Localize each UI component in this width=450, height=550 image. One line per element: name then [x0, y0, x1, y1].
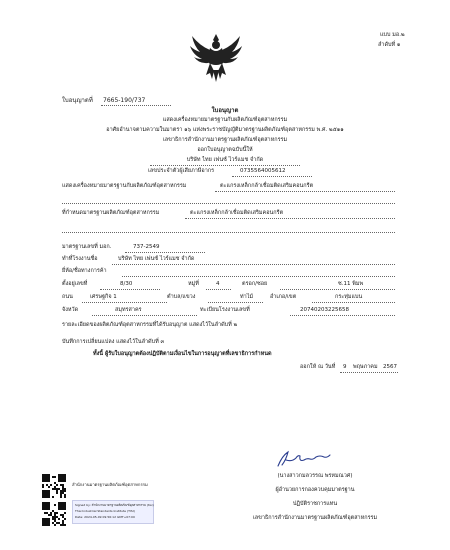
taxid-label: เลขประจำตัวผู้เสียภาษีอากร — [148, 168, 215, 174]
address-soi-value: ซ.11 พิมพ — [338, 281, 364, 287]
signer-position-1: ผู้อำนวยการกองควบคุมมาตรฐาน — [275, 487, 355, 493]
product-label: แสดงเครื่องหมายมาตรฐานกับผลิตภัณฑ์อุตสาหกรรม — [62, 183, 187, 189]
qr-module — [54, 524, 56, 526]
address-road-label: ถนน — [62, 294, 73, 300]
standard-name-value: ตะแกรงเหล็กกล้าเชื่อมติดเสริมคอนกรีต — [190, 210, 284, 216]
qr-module — [48, 480, 50, 482]
address-province-label: จังหวัด — [62, 307, 79, 313]
qr-module — [48, 496, 50, 498]
doc-issue: ออกใบอนุญาตฉบับนี้ให้ — [197, 147, 253, 153]
license-no-value: 7665-190/737 — [103, 97, 146, 104]
standard-name-label: ที่กำหนดมาตรฐานผลิตภัณฑ์อุตสาหกรรม — [62, 210, 160, 216]
digital-sig-line-2: Thai Industrial Standards Institute (TISI) — [75, 509, 135, 513]
issue-date-year: 2567 — [383, 364, 397, 370]
doc-issuer: เลขาธิการสำนักงานมาตรฐานผลิตภัณฑ์อุตสาหกรรม — [162, 137, 288, 143]
standard-no-value: 737-2549 — [133, 244, 160, 250]
signer-name: (นางสาวกมลวรรณ พรหมณวศ) — [277, 473, 353, 479]
issue-date-day: 9 — [343, 364, 347, 370]
qr-module — [48, 486, 50, 488]
note-conditions: ทั้งนี้ ผู้รับใบอนุญาตต้องปฏิบัติตามเงื่อนไขในการอนุญาตที่เลขาธิการกำหนด — [93, 351, 272, 357]
company-name: บริษัท ไทย เฟนซ์ ไวร์แมช จำกัด — [186, 157, 264, 163]
address-amphoe-value: กระทุ่มแบน — [335, 294, 363, 300]
qr-module — [64, 508, 66, 510]
factory-value: บริษัท ไทย เฟนซ์ ไวร์แมช จำกัด — [118, 256, 195, 262]
qr-module — [54, 504, 56, 506]
note-details: รายละเอียดของผลิตภัณฑ์อุตสาหกรรมที่ได้รับอนุญาต แสดงไว้ในลำดับที่ ๒ — [62, 322, 238, 328]
qr-module — [64, 518, 66, 520]
address-soi-label: ตรอก/ซอย — [242, 281, 268, 287]
qr-module — [64, 524, 66, 526]
address-no-label: ตั้งอยู่เลขที่ — [62, 281, 88, 287]
qr-module — [52, 496, 54, 498]
address-amphoe-label: อำเภอ/เขต — [270, 294, 297, 300]
qr-module — [54, 476, 56, 478]
address-tambon-value: ท่าไม้ — [240, 294, 254, 300]
digital-signature-box — [72, 500, 154, 524]
address-road-value: เศรษฐกิจ 1 — [90, 294, 117, 300]
factory-reg-label: ทะเบียนโรงงานเลขที่ — [200, 307, 250, 313]
signer-position-2: ปฏิบัติราชการแทน — [292, 501, 338, 507]
taxid-value: 0735564005612 — [240, 168, 286, 174]
digital-sig-line-1: Signed by: สำนักงานมาตรฐานผลิตภัณฑ์อุตสาหกรรม (tisi) — [75, 503, 154, 507]
qr-module — [64, 496, 66, 498]
doc-basis: อาศัยอำนาจตามความในมาตรา ๑๖ แห่งพระราชบัญญัติมาตรฐานผลิตภัณฑ์อุตสาหกรรม พ.ศ. ๒๕๑๑ — [106, 127, 344, 133]
qr-module — [64, 480, 66, 482]
address-no-value: 8/30 — [120, 281, 133, 287]
qr-module — [60, 496, 62, 498]
qr-module — [64, 512, 66, 514]
address-province-value: สมุทรสาคร — [115, 307, 142, 313]
qr-module — [58, 518, 60, 520]
doc-subtitle: แสดงเครื่องหมายมาตรฐานกับผลิตภัณฑ์อุตสาหกรรม — [162, 117, 288, 123]
signer-position-3: เลขาธิการสำนักงานมาตรฐานผลิตภัณฑ์อุตสาหกรรม — [252, 515, 378, 521]
qr-module — [50, 484, 52, 486]
qr-module — [64, 490, 66, 492]
digital-sig-line-3: Date: 2024-05-09 09:56:12 GMT+07:00 — [75, 515, 135, 519]
note-changes: บันทึกการเปลี่ยนแปลง แสดงไว้ในลำดับที่ ๓ — [62, 339, 165, 345]
factory-reg-value: 20740203225658 — [300, 307, 349, 313]
qr-module — [48, 508, 50, 510]
signature-icon — [272, 448, 334, 470]
qr-code-signature-icon — [42, 502, 66, 526]
qr-module — [48, 524, 50, 526]
qr-module — [42, 486, 44, 488]
product-value: ตะแกรงเหล็กกล้าเชื่อมติดเสริมคอนกรีต — [220, 183, 314, 189]
license-no-label: ใบอนุญาตที่ — [62, 97, 93, 104]
form-sheet: ลำดับที่ ๑ — [378, 42, 401, 48]
address-moo-value: 4 — [216, 281, 220, 287]
qr-module — [56, 512, 58, 514]
address-moo-label: หมู่ที่ — [188, 281, 199, 287]
stamp-label: สำนักงานมาตรฐานผลิตภัณฑ์อุตสาหกรรม — [72, 482, 148, 487]
standard-no-label: มาตรฐานเลขที่ มอก. — [62, 244, 112, 250]
doc-title: ใบอนุญาต — [211, 107, 239, 114]
issue-date-prefix: ออกให้ ณ วันที่ — [300, 364, 336, 370]
brand-label: ยี่ห้อ/ชื่อทางการค้า — [62, 268, 107, 274]
factory-label: ทำที่โรงงานชื่อ — [62, 256, 98, 262]
qr-code-icon — [42, 474, 66, 498]
issue-date-month: พฤษภาคม — [353, 364, 378, 370]
qr-module — [56, 492, 58, 494]
form-code: แบบ มอ.๒ — [380, 32, 405, 38]
address-tambon-label: ตำบล/แขวง — [167, 294, 196, 300]
garuda-emblem-icon — [188, 30, 244, 86]
qr-module — [56, 484, 58, 486]
